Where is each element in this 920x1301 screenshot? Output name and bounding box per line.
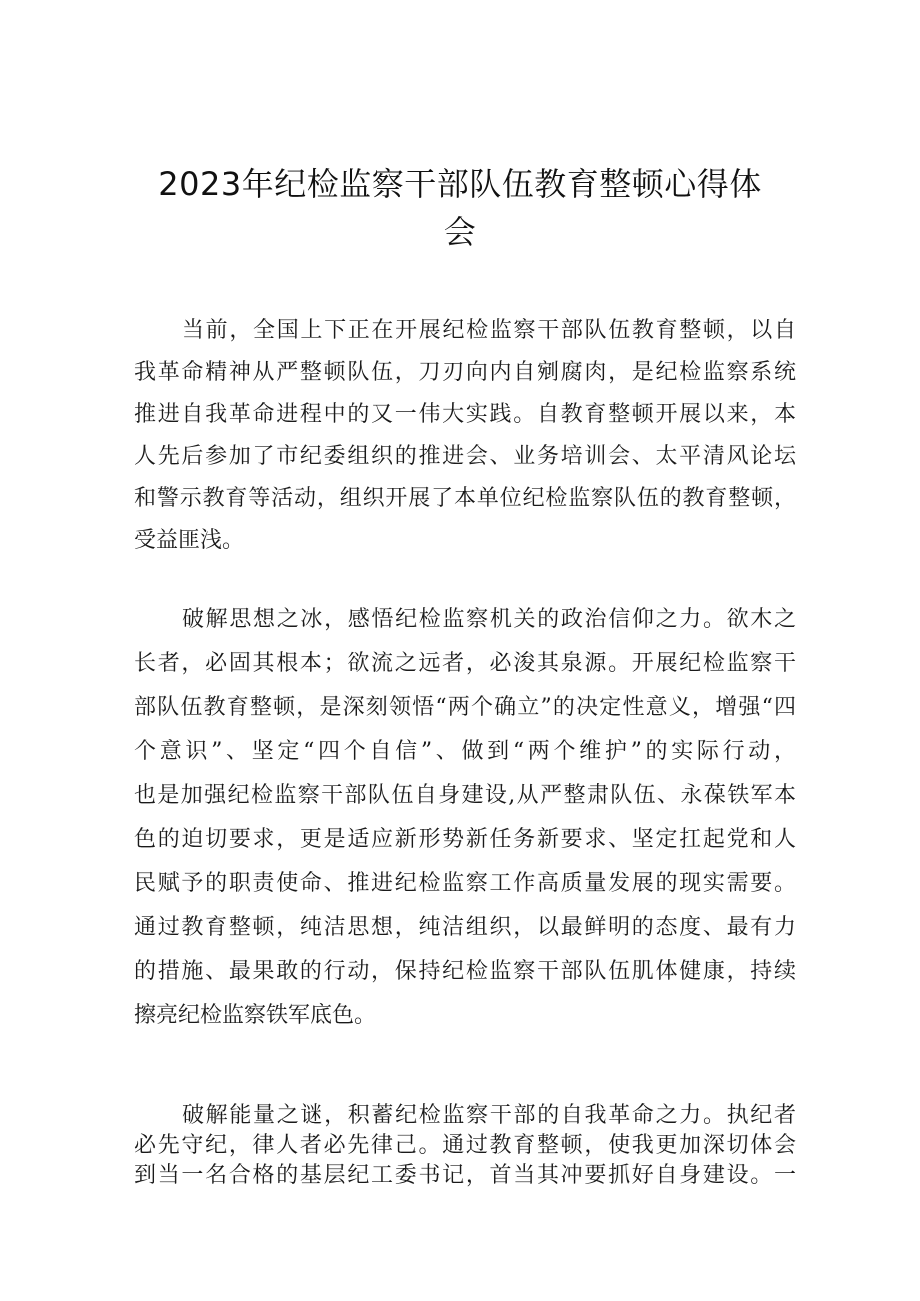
text-line: 和警示教育等活动，组织开展了本单位纪检监察队伍的教育整顿， (134, 486, 796, 511)
title-line: 2023年纪检监察干部队伍教育整顿心得体 (158, 165, 762, 203)
text-line: 部队伍教育整顿，是深刻领悟“两个确立”的决定性意义，增强“四 (134, 695, 796, 720)
text-line: 的措施、最果敢的行动，保持纪检监察干部队伍肌体健康，持续 (134, 959, 796, 984)
text-line: 个意识”、坚定“四个自信”、做到“两个维护”的实际行动， (134, 739, 796, 764)
title-line: 会 (443, 213, 477, 251)
text-line: 也是加强纪检监察干部队伍自身建设,从严整肃队伍、永葆铁军本 (134, 783, 796, 808)
paragraph-2 (134, 598, 796, 1038)
text-line: 推进自我革命进程中的又一伟大实践。自教育整顿开展以来，本 (134, 402, 796, 427)
text-line: 当前，全国上下正在开展纪检监察干部队伍教育整顿，以自 (182, 318, 796, 343)
text-line: 色的迫切要求，更是适应新形势新任务新要求、坚定扛起党和人 (134, 827, 796, 852)
document-title (120, 160, 800, 256)
paragraph-1 (134, 310, 796, 562)
text-line: 通过教育整顿，纯洁思想，纯洁组织，以最鲜明的态度、最有力 (134, 915, 796, 940)
text-line: 擦亮纪检监察铁军底色。 (134, 1003, 377, 1028)
text-line: 必先守纪，律人者必先律己。通过教育整顿，使我更加深切体会 (134, 1133, 796, 1158)
text-line: 长者，必固其根本；欲流之远者，必浚其泉源。开展纪检监察干 (134, 651, 796, 676)
text-line: 我革命精神从严整顿队伍，刀刃向内自剜腐肉，是纪检监察系统 (134, 360, 796, 385)
paragraph-3 (134, 1101, 796, 1191)
text-line: 人先后参加了市纪委组织的推进会、业务培训会、太平清风论坛 (134, 444, 796, 469)
text-line: 到当一名合格的基层纪工委书记，首当其冲要抓好自身建设。一 (134, 1163, 796, 1188)
text-line: 民赋予的职责使命、推进纪检监察工作高质量发展的现实需要。 (134, 871, 796, 896)
text-line: 受益匪浅。 (134, 528, 245, 553)
text-line: 破解思想之冰，感悟纪检监察机关的政治信仰之力。欲木之 (182, 607, 796, 632)
text-line: 破解能量之谜，积蓄纪检监察干部的自我革命之力。执纪者 (182, 1103, 796, 1128)
